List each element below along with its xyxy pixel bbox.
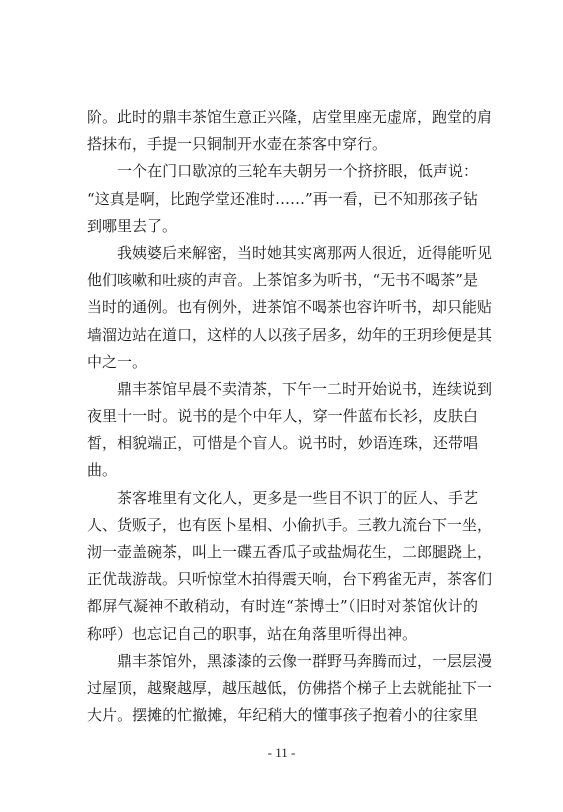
text-line: 我姨婆后来解密，当时她其实离那两人很近，近得能听见 xyxy=(117,243,493,262)
text-line: 茶客堆里有文化人，更多是一些目不识丁的匠人、手艺 xyxy=(117,488,478,507)
text-line: 搭抹布，手提一只铜制开水壶在茶客中穿行。 xyxy=(87,135,388,154)
text-line: 夜里十一时。说书的是个中年人，穿一件蓝布长衫，皮肤白 xyxy=(87,407,478,426)
text-line: 人、货贩子，也有医卜星相、小偷扒手。三教九流台下一坐， xyxy=(87,515,493,534)
text-line: 鼎丰茶馆外，黑漆漆的云像一群野马奔腾而过，一层层漫 xyxy=(117,651,493,670)
text-line: 皙，相貌端正，可惜是个盲人。说书时，妙语连珠，还带唱 xyxy=(87,434,478,453)
text-line: 称呼）也忘记自己的职事，站在角落里听得出神。 xyxy=(87,624,418,643)
text-line: 到哪里去了。 xyxy=(87,216,178,235)
text-line: 一个在门口歇凉的三轮车夫朝另一个挤挤眼，低声说： xyxy=(117,162,478,181)
page-number: - 11 - xyxy=(267,745,296,760)
paragraph xyxy=(87,376,493,485)
paragraph xyxy=(87,648,493,730)
text-line: 沏一壶盖碗茶，叫上一碟五香瓜子或盐焗花生，二郎腿跷上， xyxy=(87,543,493,561)
text-line: 曲。 xyxy=(87,461,118,480)
paragraph xyxy=(87,485,493,648)
paragraph xyxy=(87,104,493,158)
text-line: 大片。摆摊的忙撤摊，年纪稍大的懂事孩子抱着小的往家里 xyxy=(87,706,478,725)
text-line: 都屏气凝神不敢稍动，有时连“茶博士”（旧时对茶馆伙计的 xyxy=(87,597,478,616)
text-line: 当时的通例。也有例外，进茶馆不喝茶也容许听书，却只能贴 xyxy=(87,298,493,317)
text-line: 他们咳嗽和吐痰的声音。上茶馆多为听书，“无书不喝茶”是 xyxy=(87,271,478,290)
text-line: “这真是啊，比跑学堂还准时……”再一看，已不知那孩子钻 xyxy=(87,189,478,208)
paragraph xyxy=(87,240,493,376)
text-line: 阶。此时的鼎丰茶馆生意正兴隆，店堂里座无虚席，跑堂的肩 xyxy=(87,108,493,126)
text-line: 正优哉游哉。只听惊堂木拍得震天响，台下鸦雀无声，茶客们 xyxy=(87,570,493,589)
body-text xyxy=(87,104,493,729)
text-line: 墙溜边站在道口，这样的人以孩子居多，幼年的王玥珍便是其 xyxy=(87,325,493,344)
paragraph xyxy=(87,158,478,240)
text-line: 中之一。 xyxy=(87,352,148,371)
text-line: 鼎丰茶馆早晨不卖清茶，下午一二时开始说书，连续说到 xyxy=(117,379,493,398)
text-line: 过屋顶，越聚越厚，越压越低，仿佛搭个梯子上去就能扯下一 xyxy=(87,678,493,697)
